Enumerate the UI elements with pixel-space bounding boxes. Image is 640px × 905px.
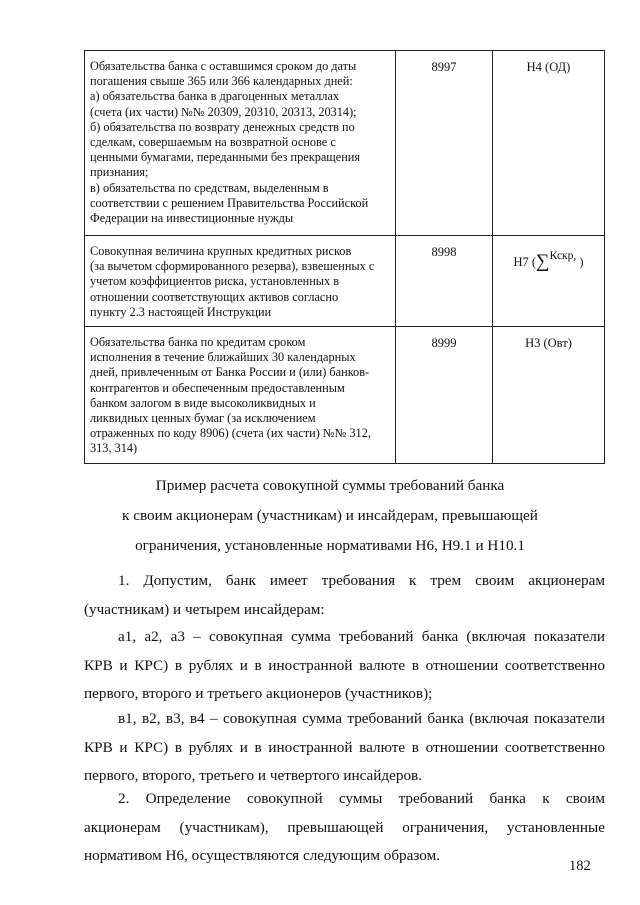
paragraph-line: 2. Определение совокупной суммы требований банка к своим bbox=[118, 790, 605, 807]
row-description: Обязательства банка с оставшимся сроком до даты погашения свыше 365 или 366 календарных дней: а) обязательства банка в драгоценных металлах (счета (их части) №№ 20309, 20310, 20313, 20314); б) обязательства по возврату денежных средств по сделкам, совершаемым на возвратной основе с ценными бумагами, переданными без прекращения признания; в) обязательства по средствам, выделенным в соответствии с решением Правительства Российской Федерации на инвестиционные нужды bbox=[90, 59, 369, 226]
paragraph-line: в1, в2, в3, в4 – совокупная сумма требований банка (включая показатели bbox=[118, 710, 605, 727]
row-description: Совокупная величина крупных кредитных рисков (за вычетом сформированного резерва), взвешенных с учетом коэффициентов риска, установленных в отношении соответствующих активов согласно пункту 2.3 настоящей Инструкции bbox=[90, 244, 375, 319]
paragraph-line: а1, а2, а3 – совокупная сумма требований банка (включая показатели bbox=[118, 628, 605, 645]
indicator-subscript: Кскр, bbox=[549, 250, 577, 262]
row-code: 8998 bbox=[431, 245, 457, 259]
paragraph-3 bbox=[84, 705, 605, 791]
row-indicator-formula bbox=[493, 236, 604, 273]
table-row bbox=[85, 51, 604, 236]
paragraph-line: первого, второго, третьего и четвертого инсайдеров. bbox=[84, 767, 423, 784]
requirements-table bbox=[84, 50, 605, 464]
paragraph-line: 1. Допустим, банк имеет требования к трем своим акционерам bbox=[118, 572, 605, 589]
paragraph-line: КРВ и КРС) в рублях и в иностранной валюте в отношении соответственно bbox=[84, 738, 605, 756]
paragraph-2 bbox=[84, 623, 605, 709]
page-number: 182 bbox=[569, 858, 591, 874]
paragraph-line: (участникам) и четырем инсайдерам: bbox=[84, 600, 325, 618]
section-heading-line-1: Пример расчета совокупной суммы требований банка bbox=[155, 477, 505, 494]
indicator-prefix: Н7 ( bbox=[513, 255, 537, 269]
paragraph-line: нормативом Н6, осуществляются следующим образом. bbox=[84, 847, 441, 864]
row-code: 8999 bbox=[431, 336, 457, 350]
paragraph-4 bbox=[84, 785, 605, 871]
paragraph-1 bbox=[84, 567, 605, 624]
row-description: Обязательства банка по кредитам сроком исполнения в течение ближайших 30 календарных дней, привлеченным от Банка России и (или) банков- контрагентов и обеспеченным предоставленным банком залогом в виде высоколиквидных и ликвидных ценных бумаг (за исключением отраженных по коду 8906) (счета (их части) №№ 312, 313, 314) bbox=[90, 335, 371, 456]
row-code: 8997 bbox=[431, 60, 457, 74]
sigma-symbol: ∑ bbox=[536, 251, 550, 272]
row-indicator: Н3 (Овт) bbox=[525, 336, 572, 350]
section-heading-line-3: ограничения, установленные нормативами Н6, Н9.1 и Н10.1 bbox=[135, 537, 525, 554]
table-row bbox=[85, 236, 604, 327]
indicator-suffix: ) bbox=[576, 255, 584, 269]
section-heading-line-2: к своим акционерам (участникам) и инсайдерам, превышающей bbox=[122, 507, 538, 524]
row-indicator: Н4 (ОД) bbox=[526, 60, 571, 74]
paragraph-line: первого, второго и третьего акционеров (участников); bbox=[84, 685, 433, 702]
paragraph-line: акционерам (участникам), превышающей ограничения, установленные bbox=[84, 818, 605, 836]
paragraph-line: КРВ и КРС) в рублях и в иностранной валюте в отношении соответственно bbox=[84, 656, 605, 674]
table-row bbox=[85, 327, 604, 463]
